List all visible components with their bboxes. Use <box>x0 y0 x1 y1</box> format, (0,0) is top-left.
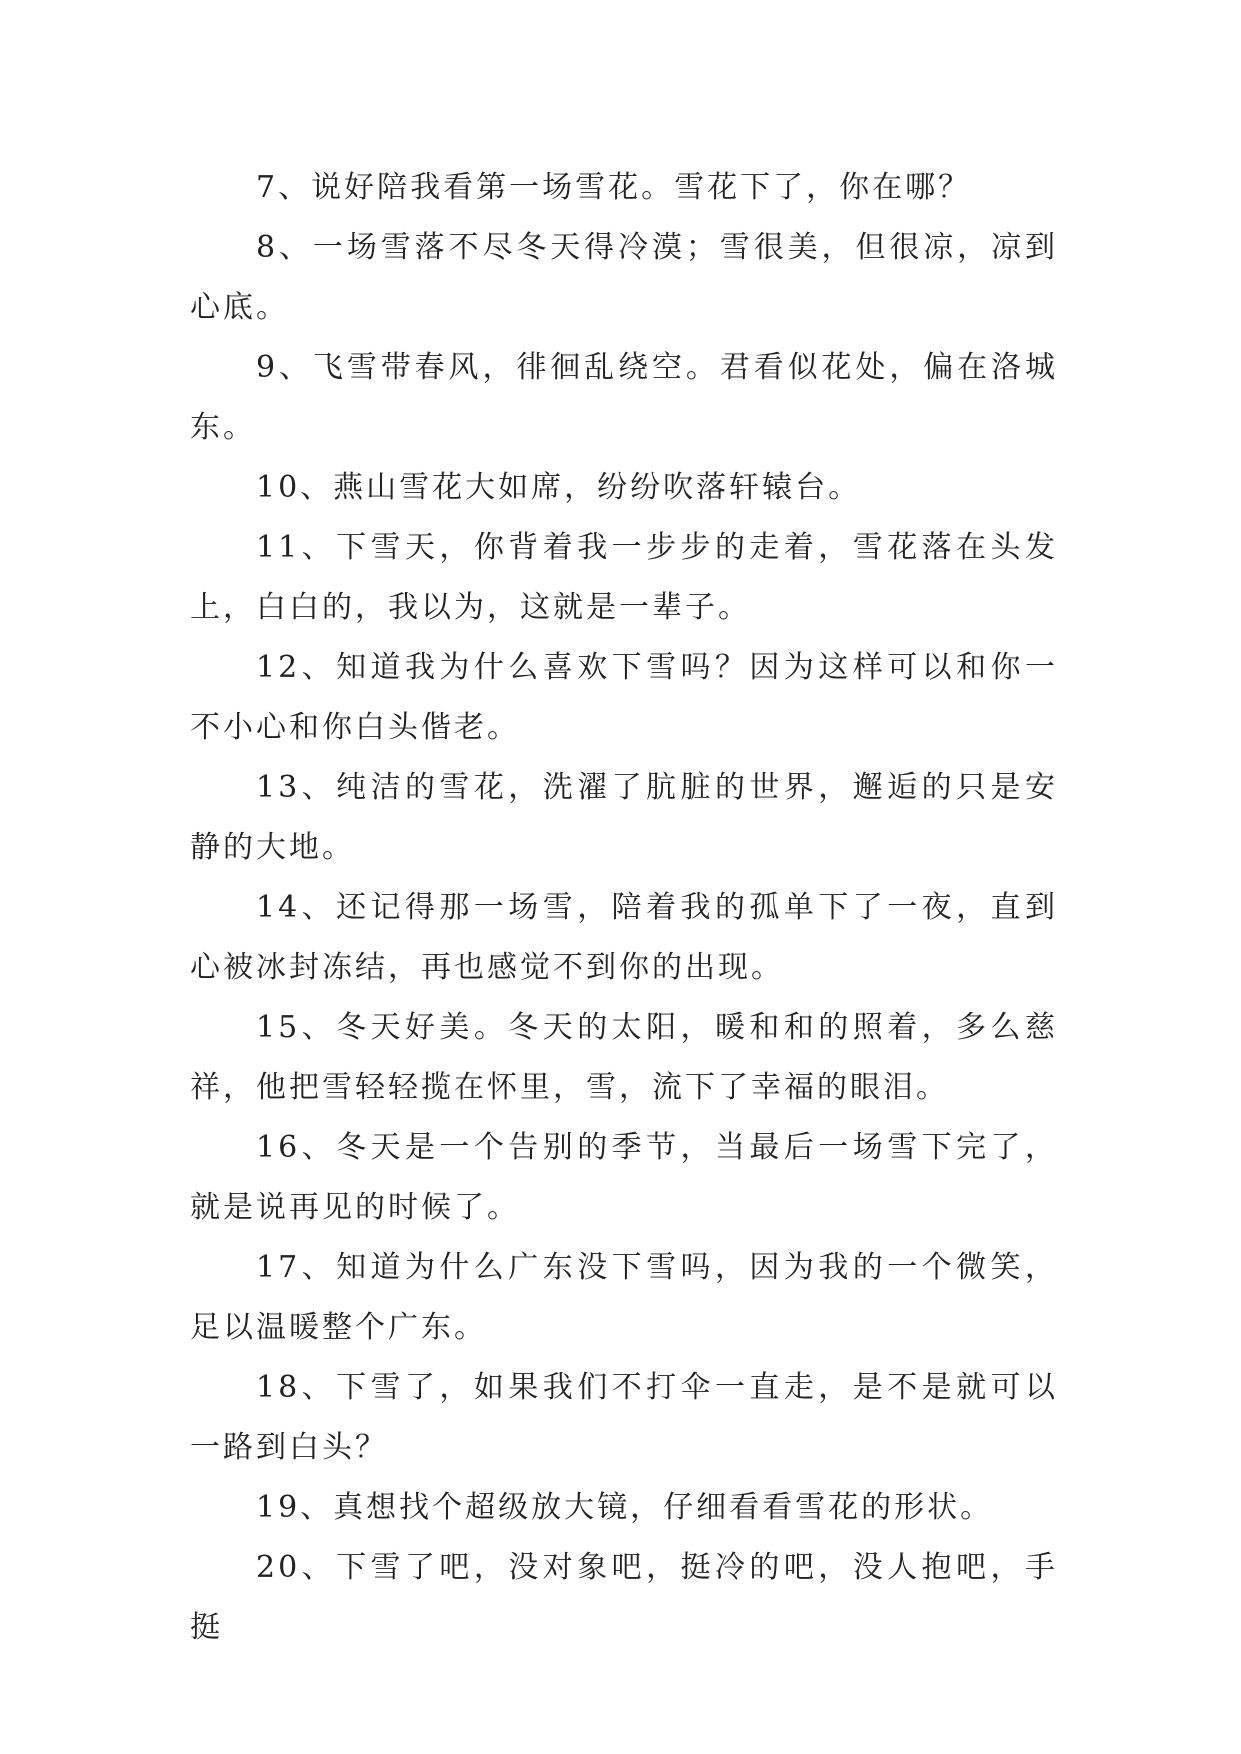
paragraph-15: 15、冬天好美。冬天的太阳，暖和和的照着，多么慈祥，他把雪轻轻揽在怀里，雪，流下了幸福的眼泪。 <box>190 1010 1058 1105</box>
paragraph-11: 11、下雪天，你背着我一步步的走着，雪花落在头发上，白白的，我以为，这就是一辈子。 <box>190 530 1058 625</box>
paragraph-14: 14、还记得那一场雪，陪着我的孤单下了一夜，直到心被冰封冻结，再也感觉不到你的出现。 <box>190 890 1058 985</box>
paragraph-19: 19、真想找个超级放大镜，仔细看看雪花的形状。 <box>256 1490 994 1525</box>
paragraph-7: 7、说好陪我看第一场雪花。雪花下了，你在哪？ <box>256 170 972 205</box>
paragraph-20: 20、下雪了吧，没对象吧，挺冷的吧，没人抱吧，手挺 <box>190 1550 1058 1645</box>
paragraph-18: 18、下雪了，如果我们不打伞一直走，是不是就可以一路到白头？ <box>190 1370 1058 1465</box>
paragraph-8: 8、一场雪落不尽冬天得冷漠；雪很美，但很凉，凉到心底。 <box>190 230 1058 325</box>
paragraph-17: 17、知道为什么广东没下雪吗，因为我的一个微笑，足以温暖整个广东。 <box>190 1250 1058 1345</box>
paragraph-16: 16、冬天是一个告别的季节，当最后一场雪下完了，就是说再见的时候了。 <box>190 1130 1058 1225</box>
paragraph-10: 10、燕山雪花大如席，纷纷吹落轩辕台。 <box>256 470 862 505</box>
paragraph-13: 13、纯洁的雪花，洗濯了肮脏的世界，邂逅的只是安静的大地。 <box>190 770 1058 865</box>
paragraph-9: 9、飞雪带春风，徘徊乱绕空。君看似花处，偏在洛城东。 <box>190 350 1058 445</box>
document-body <box>190 158 1058 1658</box>
paragraph-12: 12、知道我为什么喜欢下雪吗？因为这样可以和你一不小心和你白头偕老。 <box>190 650 1058 745</box>
